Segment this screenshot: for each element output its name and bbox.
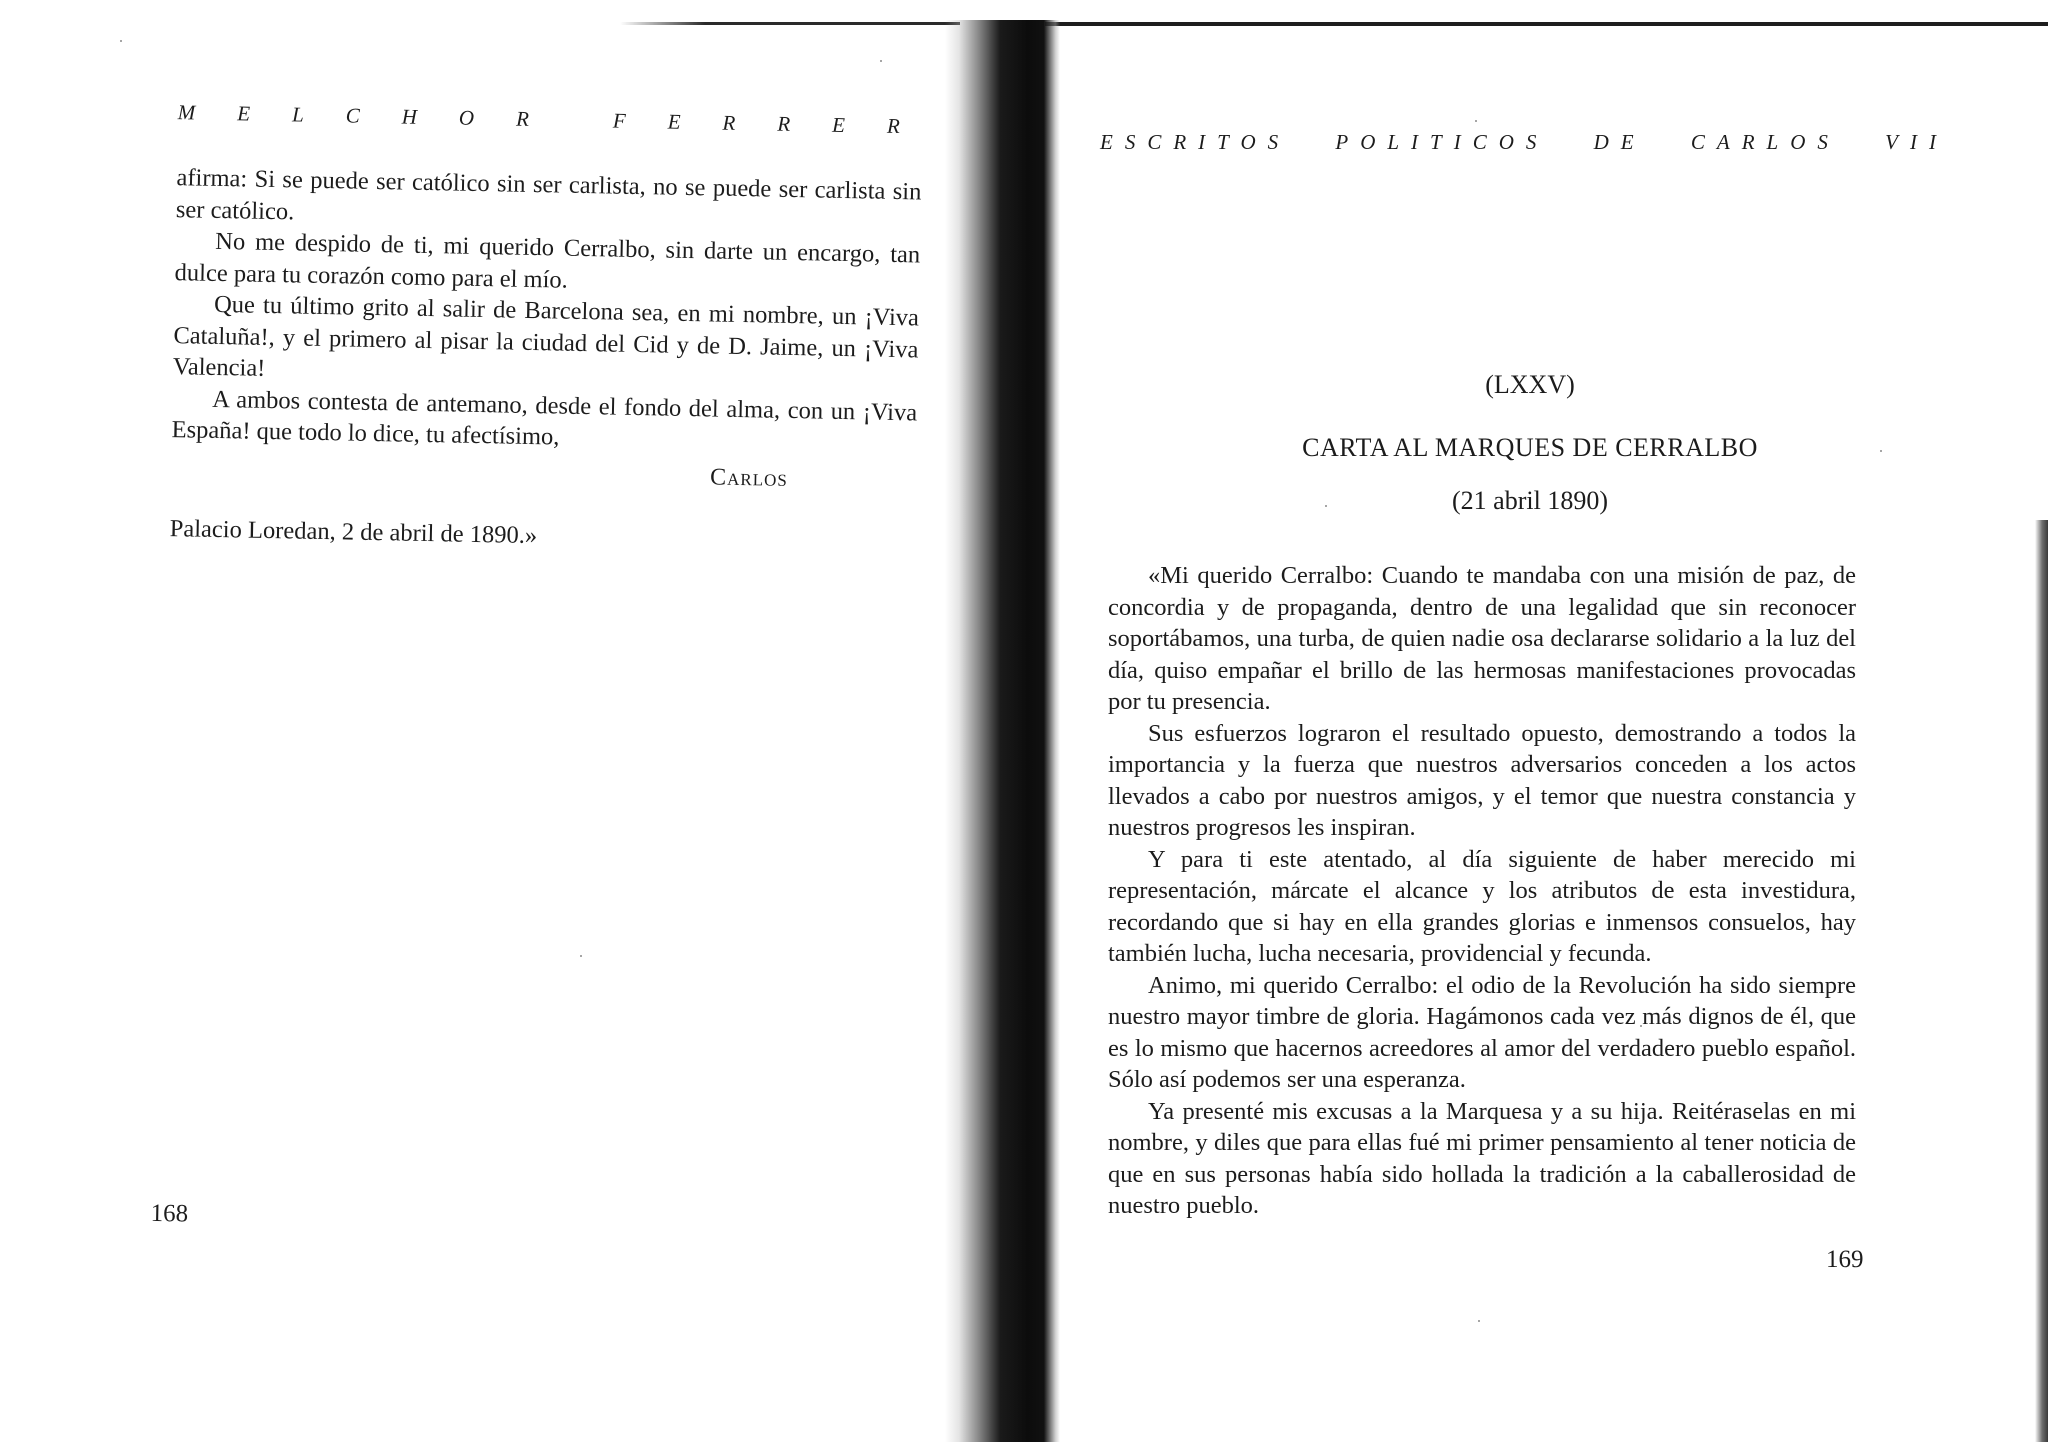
left-page-body (169, 162, 921, 559)
running-head-letter: C (345, 103, 360, 128)
running-head-letter: F (612, 108, 626, 133)
running-head-letter: E (237, 101, 251, 126)
running-head-letter: E (667, 109, 681, 134)
paragraph: afirma: Si se puede ser católico sin ser carlista, no se puede ser carlista sin ser católico. (175, 164, 922, 225)
paragraph: Sus esfuerzos lograron el resultado opuesto, demostrando a todos la importancia y la fuerza que nuestros adversarios conceden a los actos llevados a cabo por nuestros amigos, y el temor que nuestra constancia y nuestros progresos les inspiran. (1108, 719, 1856, 841)
paragraph: Que tu último grito al salir de Barcelona sea, en mi nombre, un ¡Viva Cataluña!, y el primero al pisar la ciudad del Cid y de D. Jaime, un ¡Viva Valencia! (172, 290, 920, 382)
scan-edge-line (1045, 22, 2048, 26)
running-head-letter: R (886, 113, 901, 139)
scan-edge-line (620, 22, 960, 25)
letter-number: (LXXV) (1485, 370, 1575, 399)
running-head-letter: H (401, 104, 418, 129)
dateline: Palacio Loredan, 2 de abril de 1890.» (169, 515, 538, 550)
paragraph: Ya presenté mis excusas a la Marquesa y a su hija. Reitéraselas en mi nombre, y diles que para ellas fué mi primer pensamiento al tener noticia de que en sus personas había sido hollada la tradición a la caballerosidad de nuestro pueblo. (1108, 1097, 1856, 1219)
paragraph: Y para ti este atentado, al día siguiente de haber merecido mi representación, márcate el alcance y los atributos de esta investidura, recordando que si hay en ella grandes glorias e inmensos consuelos, hay también lucha, lucha necesaria, providencial y fecunda. (1108, 845, 1856, 967)
paragraph: A ambos contesta de antemano, desde el fondo del alma, con un ¡Viva España! que todo lo dice, tu afectísimo, (171, 385, 918, 451)
running-head-letter: R (722, 110, 736, 135)
running-head-author (178, 100, 901, 139)
letter-date: (21 abril 1890) (1452, 486, 1608, 515)
page-number: 168 (150, 1199, 189, 1228)
scan-speck (880, 60, 882, 62)
running-head-letter: O (458, 105, 475, 130)
running-head-book-title (1100, 130, 1948, 155)
paragraph: Animo, mi querido Cerralbo: el odio de la Revolución ha sido siempre nuestro mayor timbre de gloria. Hagámonos cada vez más dignos de él, que es lo mismo que hacernos acreedores al amor del verdadero pueblo español. Sólo así podemos ser una esperanza. (1108, 971, 1856, 1093)
left-page (148, 100, 930, 1274)
running-head-letter: E (831, 112, 846, 137)
running-head-letter: L (291, 102, 304, 127)
paragraph: «Mi querido Cerralbo: Cuando te mandaba con una misión de paz, de concordia y de propaganda, dentro de una legalidad que sin reconocer soportábamos, una turba, de quien nadie osa declararse solidario a la luz del día, quiso empañar el brillo de las hermosas manifestaciones provocadas por tu presencia. (1108, 562, 1856, 715)
running-head-letter: R (777, 111, 791, 136)
right-page-body (1108, 560, 1856, 1222)
page-number: 169 (1826, 1246, 1864, 1273)
running-head-letter: R (515, 106, 530, 131)
paragraph: No me despido de ti, mi querido Cerralbo, sin darte un encargo, tan dulce para tu corazón como para el mío. (174, 227, 921, 294)
signature: Carlos (709, 463, 789, 492)
running-head-text: ESCRITOS POLITICOS DE CARLOS VII (1100, 130, 1948, 154)
right-page (1100, 130, 1960, 1290)
scan-speck (1478, 1320, 1480, 1322)
page-edge-shadow (2035, 520, 2048, 1442)
book-gutter (945, 20, 1060, 1442)
running-head-letter: M (177, 100, 196, 125)
scan-speck (120, 40, 122, 42)
letter-title: CARTA AL MARQUES DE CERRALBO (1302, 433, 1758, 462)
scan-speck (1475, 120, 1477, 122)
